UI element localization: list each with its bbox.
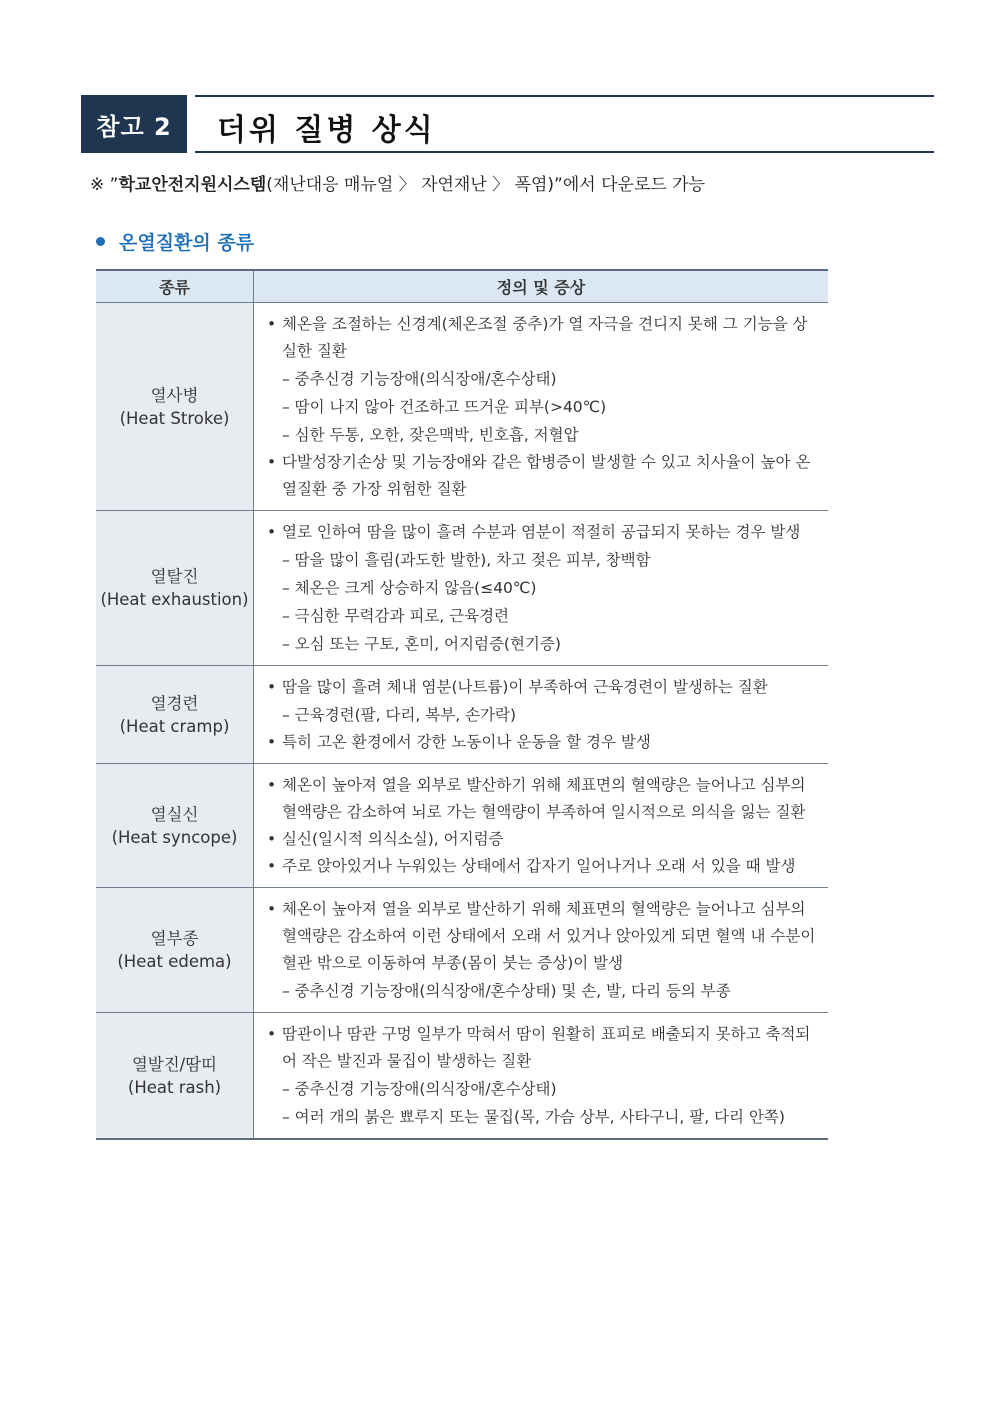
definition-bullet: • 땀을 많이 흘려 체내 염분(나트륨)이 부족하여 근육경련이 발생하는 질환 (266, 674, 818, 701)
note-rest: (재난대응 매뉴얼 〉 자연재난 〉 폭염)”에서 다운로드 가능 (266, 175, 706, 195)
symptom-item: – 근육경련(팔, 다리, 복부, 손가락) (282, 706, 517, 724)
illness-english-name: (Heat exhaustion) (100, 590, 249, 609)
illness-name-cell (96, 666, 254, 764)
illness-name: 열실신 (150, 804, 199, 824)
section-title (96, 228, 254, 255)
table-header-row (96, 270, 828, 303)
symptom-item: – 체온은 크게 상승하지 않음(≤40℃) (282, 579, 537, 597)
note-source: 학교안전지원시스템 (118, 175, 267, 195)
table-row (96, 511, 828, 666)
symptom-item: – 땀이 나지 않아 건조하고 뜨거운 피부(>40℃) (282, 398, 607, 416)
table-row (96, 1013, 828, 1140)
reference-badge: 참고 2 (81, 95, 187, 153)
table-row (96, 666, 828, 764)
table-row (96, 764, 828, 888)
definition-bullet: • 체온이 높아져 열을 외부로 발산하기 위해 체표면의 혈액량은 늘어나고 심부의 혈액량은 감소하여 이런 상태에서 오래 서 있거나 앉아있게 되면 혈액 내 수분이 혈관 밖으로 이동하여 부종(몸이 붓는 증상)이 발생 (266, 896, 818, 977)
symptom-item: – 심한 두통, 오한, 잦은맥박, 빈호흡, 저혈압 (282, 426, 579, 444)
title-frame (195, 95, 934, 153)
table-row (96, 888, 828, 1013)
illness-name-cell (96, 764, 254, 888)
note-mark: ※ ” (90, 175, 119, 195)
page-title: 더위 질병 상식 (217, 113, 436, 148)
table-body (96, 303, 828, 1140)
symptom-item: – 극심한 무력감과 피로, 근육경련 (282, 607, 510, 625)
illness-name: 열탈진 (150, 567, 199, 586)
symptom-item: – 중추신경 기능장애(의식장애/혼수상태) 및 손, 발, 다리 등의 부종 (282, 982, 731, 1000)
definition-cell (254, 1013, 829, 1140)
illness-english-name: (Heat cramp) (119, 716, 230, 736)
header-definition: 정의 및 증상 (254, 270, 829, 303)
symptom-item: – 중추신경 기능장애(의식장애/혼수상태) (282, 1080, 557, 1098)
illness-name: 열발진/땀띠 (131, 1054, 218, 1074)
definition-cell (254, 511, 829, 666)
definition-cell (254, 666, 829, 764)
definition-bullet: • 다발성장기손상 및 기능장애와 같은 합병증이 발생할 수 있고 치사율이 높아 온열질환 중 가장 위험한 질환 (266, 449, 818, 503)
heat-illness-table (96, 269, 828, 1140)
definition-bullet: • 체온을 조절하는 신경계(체온조절 중추)가 열 자극을 견디지 못해 그 기능을 상실한 질환 (266, 311, 818, 365)
definition-cell (254, 764, 829, 888)
definition-bullet: • 열로 인하여 땀을 많이 흘려 수분과 염분이 적절히 공급되지 못하는 경우 발생 (266, 519, 818, 546)
definition-bullet: • 실신(일시적 의식소실), 어지럼증 (266, 826, 818, 853)
illness-english-name: (Heat rash) (127, 1077, 222, 1097)
definition-cell (254, 888, 829, 1013)
bullet-dot-icon (96, 237, 105, 246)
definition-bullet: • 땀관이나 땀관 구멍 일부가 막혀서 땀이 원활히 표피로 배출되지 못하고 축적되어 작은 발진과 물집이 발생하는 질환 (266, 1021, 818, 1075)
symptom-item: – 땀을 많이 흘림(과도한 발한), 차고 젖은 피부, 창백함 (282, 551, 651, 569)
illness-english-name: (Heat Stroke) (119, 408, 230, 428)
title-bar (81, 95, 934, 153)
definition-bullet: • 특히 고온 환경에서 강한 노동이나 운동을 할 경우 발생 (266, 729, 818, 756)
download-note (90, 170, 705, 195)
table-row (96, 303, 828, 511)
definition-bullet: • 주로 앉아있거나 누워있는 상태에서 갑자기 일어나거나 오래 서 있을 때 발생 (266, 853, 818, 880)
illness-name: 열부종 (150, 929, 199, 948)
symptom-item: – 오심 또는 구토, 혼미, 어지럼증(현기증) (282, 635, 561, 653)
definition-bullet: • 체온이 높아져 열을 외부로 발산하기 위해 체표면의 혈액량은 늘어나고 심부의 혈액량은 감소하여 뇌로 가는 혈액량이 부족하여 일시적으로 의식을 잃는 질환 (266, 772, 818, 826)
illness-english-name: (Heat edema) (117, 952, 232, 971)
symptom-item: – 여러 개의 붉은 뾰루지 또는 물집(목, 가슴 상부, 사타구니, 팔, 다리 안쪽) (282, 1108, 785, 1126)
illness-name-cell (96, 1013, 254, 1140)
illness-name-cell (96, 888, 254, 1013)
illness-name-cell (96, 511, 254, 666)
definition-cell (254, 303, 829, 511)
illness-name: 열경련 (150, 693, 199, 713)
symptom-item: – 중추신경 기능장애(의식장애/혼수상태) (282, 370, 557, 388)
section-title-text: 온열질환의 종류 (119, 232, 255, 254)
header-kind: 종류 (96, 270, 254, 303)
illness-english-name: (Heat syncope) (111, 827, 238, 847)
illness-name-cell (96, 303, 254, 511)
illness-name: 열사병 (150, 385, 199, 405)
